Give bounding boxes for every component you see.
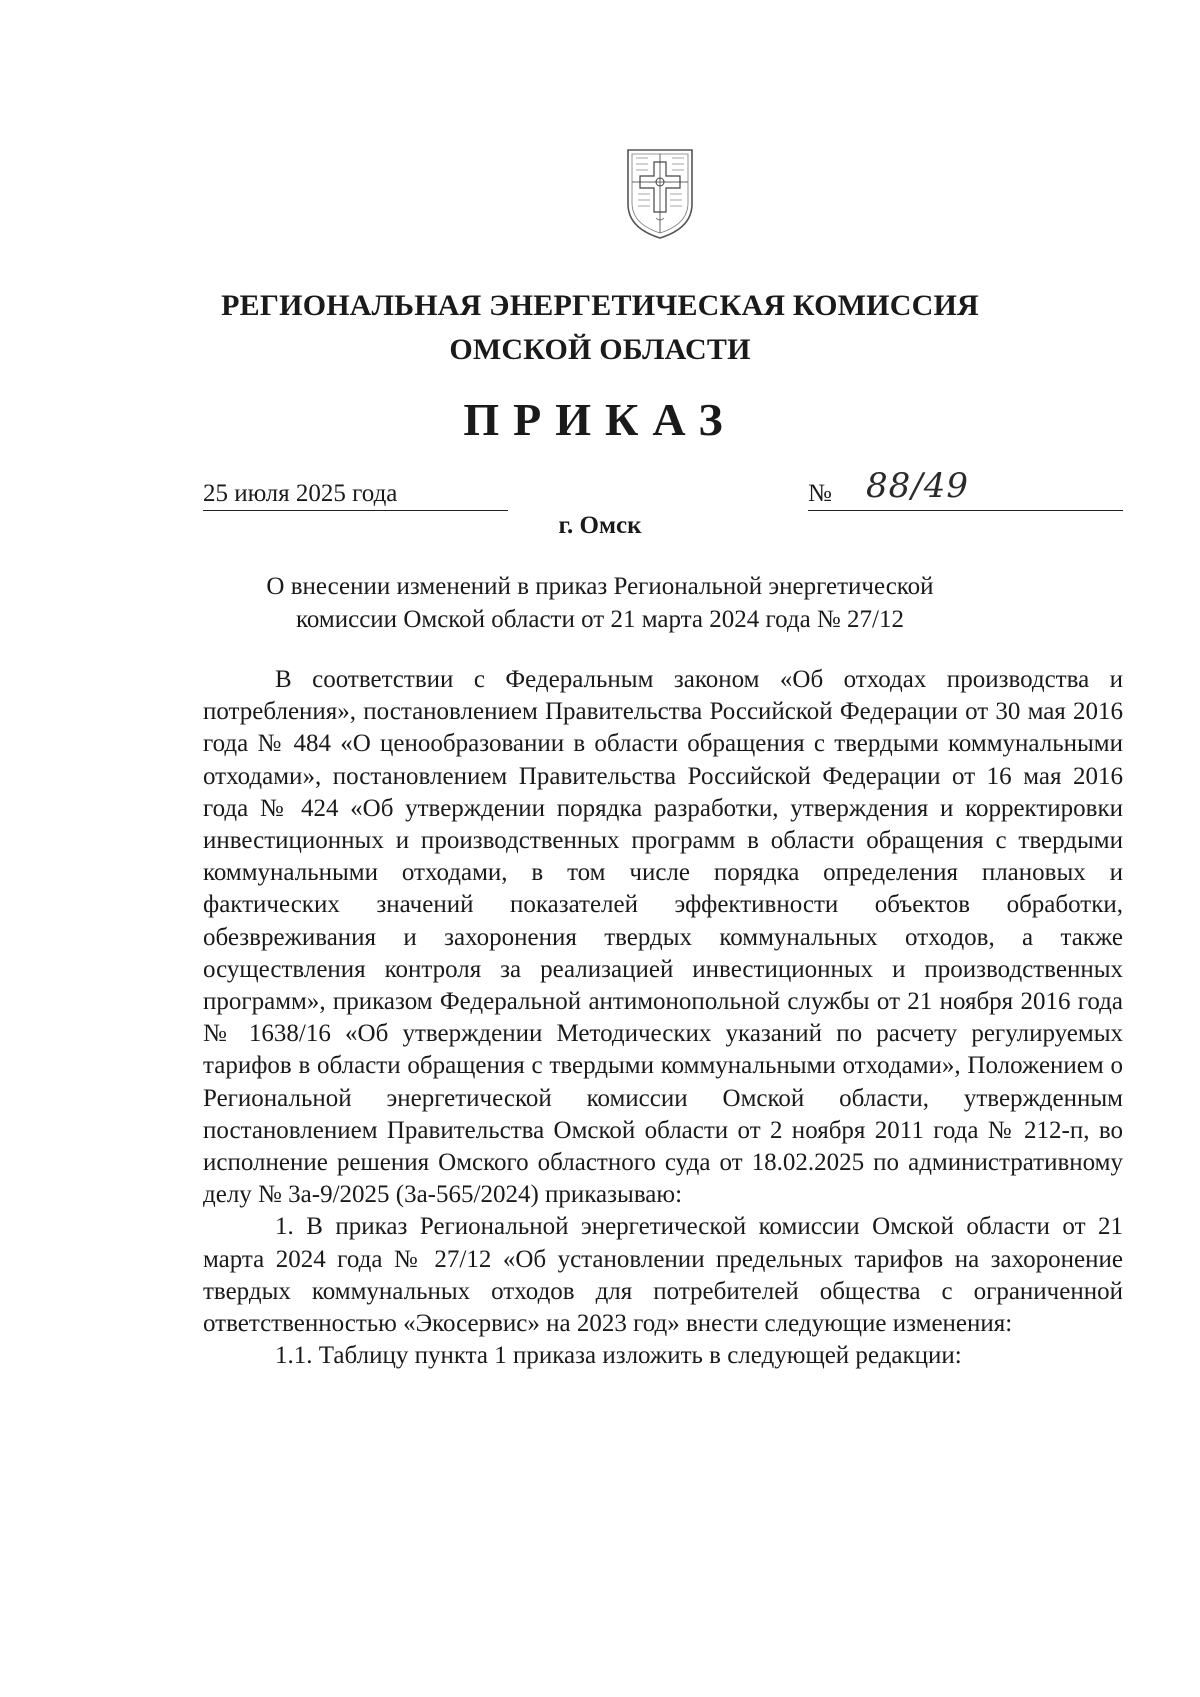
number-sign: №	[808, 480, 832, 507]
order-date: 25 июля 2025 года	[203, 480, 398, 507]
item-1-1-paragraph: 1.1. Таблицу пункта 1 приказа изложить в следующей редакции:	[275, 1342, 962, 1370]
city: г. Омск	[558, 512, 642, 539]
organization-title-line1: РЕГИОНАЛЬНАЯ ЭНЕРГЕТИЧЕСКАЯ КОМИССИЯ	[221, 289, 979, 322]
document-body	[203, 664, 1123, 1372]
order-number-handwritten: 88/49	[866, 466, 969, 506]
document-type: ПРИКАЗ	[463, 394, 737, 445]
document-subject	[0, 570, 1200, 636]
preamble-paragraph: В соответствии с Федеральным законом «Об отходах производства и потребления», постановлением Правительства Российской Федерации от 30 мая 2016 года № 484 «О ценообразовании в области обращения с твердыми коммунальными отходами», постановлением Правительства Российской Федерации от 16 мая 2016 года № 424 «Об утверждении порядка разработки, утверждения и корректировки инвестиционных и производственных программ в области обращения с твердыми коммунальными отходами, в том числе порядка определения плановых и фактических значений показателей эффективности объектов обработки, обезвреживания и захоронения твердых коммунальных отходов, а также осуществления контроля за реализацией инвестиционных и производственных программ», приказом Федеральной антимонопольной службы от 21 ноября 2016 года № 1638/16 «Об утверждении Методических указаний по расчету регулируемых тарифов в области обращения с твердыми коммунальными отходами», Положением о Региональной энергетической комиссии Омской области, утвержденным постановлением Правительства Омской области от 2 ноября 2011 года № 212-п, во исполнение решения Омского областного суда от 18.02.2025 по административному делу № 3а-9/2025 (3а-565/2024) приказываю:	[203, 666, 1123, 1209]
organization-title	[0, 284, 1200, 372]
item-1-paragraph: 1. В приказ Региональной энергетической комиссии Омской области от 21 марта 2024 года № 27/12 «Об установлении предельных тарифов на захоронение твердых коммунальных отходов для потребителей общества с ограниченной ответственностью «Экосервис» на 2023 год» внести следующие изменения:	[203, 1213, 1123, 1338]
order-number-field	[808, 466, 1123, 511]
order-date-field	[203, 478, 508, 511]
subject-line2: комиссии Омской области от 21 марта 2024 года № 27/12	[296, 606, 904, 633]
subject-line1: О внесении изменений в приказ Региональной энергетической	[266, 573, 934, 600]
coat-of-arms-emblem	[618, 142, 702, 242]
organization-title-line2: ОМСКОЙ ОБЛАСТИ	[449, 333, 751, 366]
